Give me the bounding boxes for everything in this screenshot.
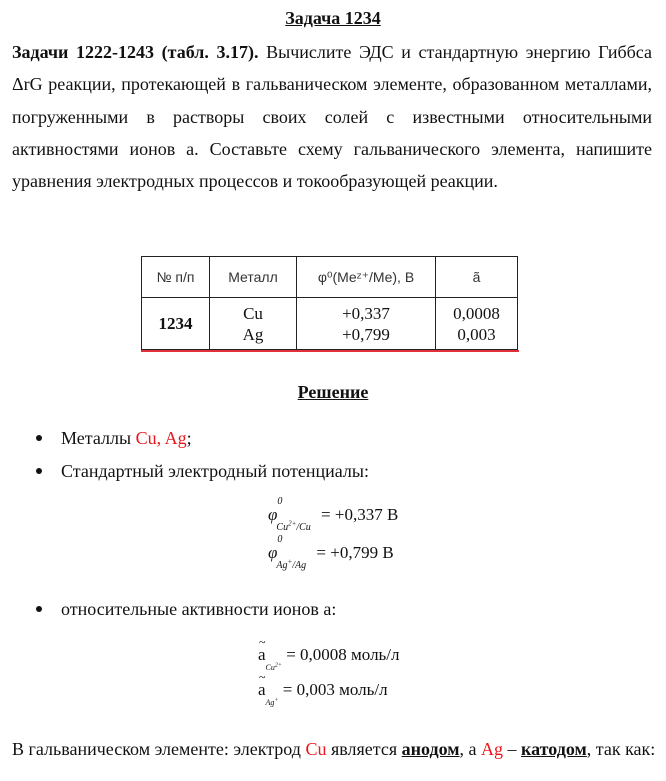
conclusion-ag: Ag xyxy=(481,739,504,759)
problem-lead: Задачи 1222-1243 (табл. 3.17). xyxy=(12,42,259,62)
ag-potential-value: = +0,799 В xyxy=(316,543,394,562)
row-potentials xyxy=(297,298,436,350)
formula-cu-potential: $\varphi^0_{Cu^{2+}/Cu} = +0,337$ В xyxy=(268,496,399,534)
row-metals xyxy=(210,298,297,350)
conclusion-text: , так как: xyxy=(586,739,656,759)
activity-cu: 0,0008 xyxy=(453,303,500,323)
cu-activity-value: = 0,0008 моль/л xyxy=(286,645,400,664)
problem-text: Вычислите ЭДС и стандартную энергию Гиббса ΔrG реакции, протекающей в гальваническом элементе, образованном металлами, погруженными в растворы своих солей с известными относительными активностями ионов a. Составьте схему гальванического элемента, напишите уравнения электродных процессов и токообразующей реакции. xyxy=(12,42,652,192)
header-metal: Металл xyxy=(210,257,297,298)
metals-end: ; xyxy=(186,428,192,448)
anode-label: анодом xyxy=(401,739,460,759)
problem-statement xyxy=(12,36,652,197)
formula-ag-activity: a ~ $_{Ag^+}$ = 0,003 моль/л xyxy=(258,670,388,708)
potential-ag: +0,799 xyxy=(342,324,390,344)
metals-value: Cu, Ag xyxy=(135,428,187,448)
header-number: № п/п xyxy=(142,257,210,298)
conclusion-text: – xyxy=(503,739,522,759)
potential-cu: +0,337 xyxy=(342,303,390,323)
conclusion-paragraph xyxy=(12,733,660,765)
bullet-dot xyxy=(36,468,42,474)
data-table xyxy=(141,256,518,350)
row-activities xyxy=(436,298,518,350)
table-underline xyxy=(141,350,519,352)
bullet-dot xyxy=(36,606,42,612)
bullet-dot xyxy=(36,435,42,441)
solution-heading: Решение xyxy=(297,382,369,402)
conclusion-text: , а xyxy=(459,739,482,759)
conclusion-text: является xyxy=(326,739,402,759)
metals-label: Металлы xyxy=(61,428,136,448)
conclusion-text: В гальваническом элементе: электрод xyxy=(12,739,306,759)
formula-ag-potential: $\varphi^0_{Ag^+/Ag} = +0,799$ В xyxy=(268,534,394,572)
header-activity: ã xyxy=(436,257,518,298)
metal-cu: Cu xyxy=(243,303,263,323)
activities-label: относительные активности ионов а: xyxy=(61,599,337,619)
potentials-label: Стандартный электродный потенциалы: xyxy=(61,461,369,481)
conclusion-cu: Cu xyxy=(305,739,327,759)
activity-ag: 0,003 xyxy=(457,324,496,344)
row-number: 1234 xyxy=(142,298,210,350)
ag-activity-value: = 0,003 моль/л xyxy=(282,680,388,699)
header-potential: φ⁰(Meᶻ⁺/Me), В xyxy=(297,257,436,298)
metal-ag: Ag xyxy=(242,324,264,344)
formula-cu-activity: a ~ $_{Cu^{2+}}$ = 0,0008 моль/л xyxy=(258,635,400,673)
table-row xyxy=(142,298,518,350)
table-header-row xyxy=(142,257,518,298)
cu-potential-value: = +0,337 В xyxy=(321,505,399,524)
page-title: Задача 1234 xyxy=(285,8,381,28)
cathode-label: катодом xyxy=(521,739,587,759)
